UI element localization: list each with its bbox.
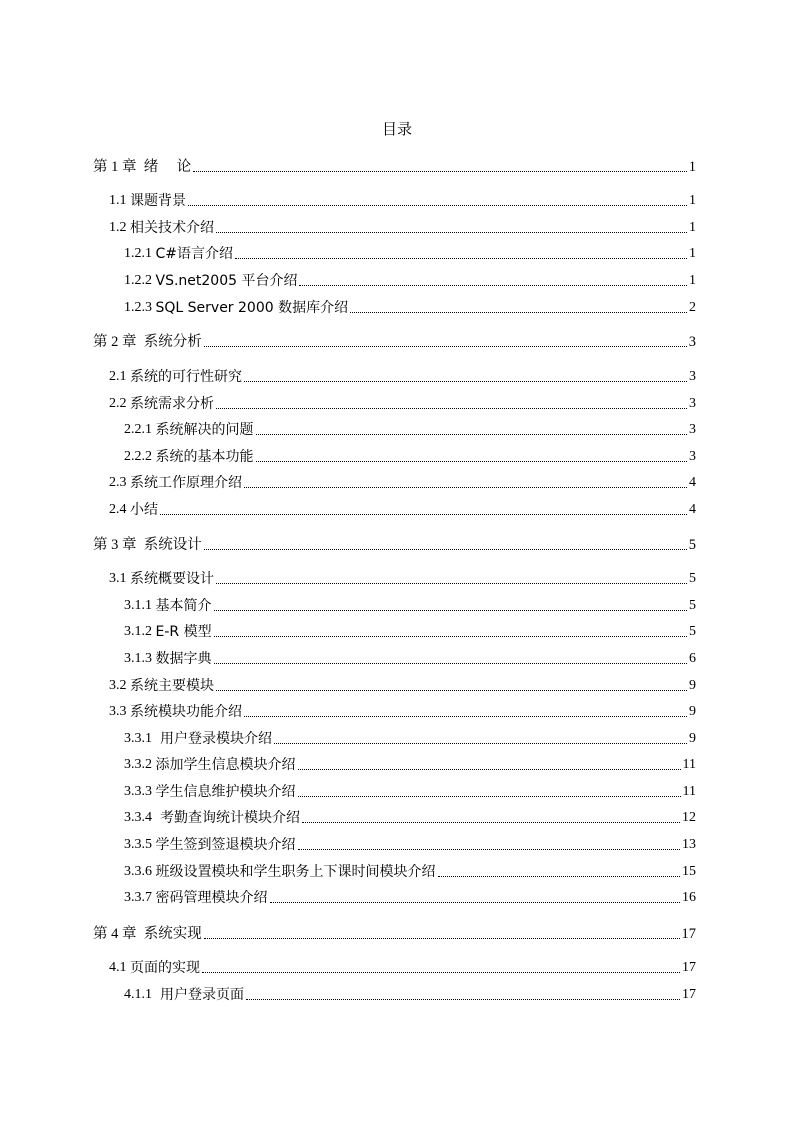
toc-entry-page: 15 [682,864,696,879]
toc-entry-label: 系统实现 [143,926,202,942]
dot-leader [193,170,687,172]
dot-leader [204,345,687,347]
dot-leader [302,821,680,823]
toc-entry-page: 5 [689,571,696,586]
toc-entry-label: 系统模块功能介绍 [130,704,242,720]
toc-entry-chapter-3[interactable] [93,534,696,554]
dot-leader [270,901,681,903]
toc-entry-number: 3.3.3 [124,784,156,799]
toc-entry-number: 2.2.1 [124,422,156,437]
toc-entry-page: 5 [689,624,696,639]
toc-entry-1-2-2[interactable] [124,270,696,290]
dot-leader [160,513,687,515]
dot-leader [214,609,688,611]
dot-leader [216,231,687,233]
toc-entry-number: 2.2.2 [124,449,156,464]
toc-entry-number: 3.3.2 [124,757,156,772]
toc-entry-label: 课题背景 [130,193,186,209]
toc-entry-number: 3.3.1 [124,731,156,746]
toc-entry-page: 16 [682,890,696,905]
toc-entry-3-1-3[interactable] [124,648,696,668]
toc-entry-label: VS.net2005 平台介绍 [155,273,298,289]
dot-leader [298,795,681,797]
toc-entry-number: 第 3 章 [93,537,144,553]
toc-title: 目录 [381,120,412,138]
dot-leader [216,689,687,691]
dot-leader [350,311,687,313]
toc-entry-label: 系统主要模块 [130,678,214,694]
toc-entry-1-2-1[interactable] [124,243,696,263]
dot-leader [244,715,687,717]
toc-entry-label: 系统解决的问题 [155,422,254,438]
toc-entry-label: 系统分析 [143,334,202,350]
toc-entry-chapter-1[interactable] [93,156,696,176]
toc-entry-number: 1.2.3 [124,300,156,315]
dot-leader [214,662,688,664]
toc-entry-label: 班级设置模块和学生职务上下课时间模块介绍 [155,864,436,880]
toc-entry-label: 小结 [130,502,158,518]
toc-entry-label: 系统概要设计 [130,571,214,587]
dot-leader [216,407,687,409]
toc-entry-1-2[interactable] [109,217,696,237]
toc-entry-number: 3.3.6 [124,864,156,879]
dot-leader [256,460,688,462]
dot-leader [438,875,681,877]
toc-entry-page: 9 [689,731,696,746]
toc-entry-number: 2.3 [109,475,130,490]
dot-leader [246,998,680,1000]
toc-entry-number: 3.3.7 [124,890,156,905]
toc-entry-number: 3.1.2 [124,624,156,639]
toc-entry-page: 2 [689,300,696,315]
toc-entry-page: 1 [689,246,696,261]
toc-entry-label: 页面的实现 [130,960,200,976]
toc-entry-2-1[interactable] [109,366,696,386]
dot-leader [299,284,687,286]
toc-entry-page: 17 [682,987,696,1002]
dot-leader [204,548,687,550]
toc-entry-number: 2.4 [109,502,130,517]
toc-entry-number: 3.2 [109,678,130,693]
toc-entry-3-2[interactable] [109,675,696,695]
toc-entry-number: 3.3 [109,704,130,719]
toc-entry-1-2-3[interactable] [124,297,696,317]
toc-entry-3-1-1[interactable] [124,595,696,615]
dot-leader [188,204,687,206]
toc-entry-page: 3 [689,396,696,411]
toc-entry-page: 3 [689,369,696,384]
toc-entry-number: 2.2 [109,396,130,411]
toc-entry-label: 绪 论 [143,159,192,175]
toc-entry-3-3-1[interactable] [124,728,696,748]
toc-entry-page: 4 [689,502,696,517]
toc-entry-label: 系统需求分析 [130,396,214,412]
dot-leader [216,582,687,584]
toc-entry-2-2[interactable] [109,393,696,413]
toc-entry-label: 学生信息维护模块介绍 [155,784,296,800]
toc-entry-number: 第 1 章 [93,159,144,175]
toc-entry-page: 1 [688,159,696,175]
toc-entry-number: 第 4 章 [93,926,144,942]
toc-entry-chapter-2[interactable] [93,331,696,351]
toc-entry-2-2-1[interactable] [124,419,696,439]
toc-entry-page: 17 [681,926,696,942]
toc-entry-number: 4.1 [109,960,130,975]
toc-entry-page: 5 [688,537,696,553]
toc-entry-number: 1.2 [109,220,130,235]
toc-entry-number: 3.1.3 [124,651,156,666]
toc-entry-number: 3.1 [109,571,130,586]
toc-entry-page: 9 [689,704,696,719]
dot-leader [298,848,681,850]
toc-entry-label: E-R 模型 [155,624,212,640]
toc-entry-number: 2.1 [109,369,130,384]
dot-leader [202,971,680,973]
toc-entry-page: 1 [689,193,696,208]
dot-leader [214,635,687,637]
toc-entry-label: 添加学生信息模块介绍 [155,757,296,773]
toc-entry-label: 系统工作原理介绍 [130,475,242,491]
toc-entry-page: 13 [682,837,696,852]
toc-entry-label: 系统的可行性研究 [130,369,242,385]
dot-leader [244,380,687,382]
toc-entry-page: 4 [689,475,696,490]
toc-entry-2-4[interactable] [109,499,696,519]
toc-entry-page: 6 [689,651,696,666]
toc-entry-page: 11 [682,784,696,799]
dot-leader [235,257,687,259]
dot-leader [274,742,687,744]
toc-entry-number: 3.3.5 [124,837,156,852]
toc-entry-number: 1.2.1 [124,246,156,261]
toc-entry-page: 5 [689,598,696,613]
toc-entry-label: 数据字典 [155,651,212,667]
toc-entry-label: 系统的基本功能 [155,449,254,465]
toc-entry-page: 11 [682,757,696,772]
toc-entry-label: 考勤查询统计模块介绍 [155,810,300,826]
toc-entry-label: 密码管理模块介绍 [155,890,268,906]
dot-leader [244,486,687,488]
toc-entry-label: 用户登录页面 [155,987,244,1003]
toc-entry-1-1[interactable] [109,190,696,210]
toc-entry-3-3-6[interactable] [124,861,696,881]
dot-leader [256,433,688,435]
toc-entry-label: 相关技术介绍 [130,220,214,236]
toc-entry-page: 12 [682,810,696,825]
toc-entry-number: 1.2.2 [124,273,156,288]
toc-entry-chapter-4[interactable] [93,923,696,943]
toc-entry-3-1-2[interactable] [124,621,696,641]
toc-entry-2-2-2[interactable] [124,446,696,466]
toc-entry-page: 3 [689,422,696,437]
toc-entry-2-3[interactable] [109,472,696,492]
toc-entry-label: 系统设计 [143,537,202,553]
toc-entry-page: 3 [688,334,696,350]
toc-entry-label: SQL Server 2000 数据库介绍 [155,300,349,316]
toc-entry-number: 3.1.1 [124,598,156,613]
toc-entry-3-3-7[interactable] [124,887,696,907]
toc-entry-page: 3 [689,449,696,464]
toc-entry-3-3[interactable] [109,701,696,721]
dot-leader [298,768,681,770]
toc-entry-page: 1 [689,220,696,235]
toc-entry-3-3-2[interactable] [124,754,696,774]
toc-entry-number: 第 2 章 [93,334,144,350]
toc-entry-number: 4.1.1 [124,987,156,1002]
toc-entry-label: C#语言介绍 [155,246,234,262]
toc-entry-3-1[interactable] [109,568,696,588]
toc-entry-label: 用户登录模块介绍 [155,731,272,747]
toc-entry-number: 3.3.4 [124,810,156,825]
toc-entry-3-3-4[interactable] [124,807,696,827]
toc-entry-4-1[interactable] [109,957,696,977]
toc-entry-label: 学生签到签退模块介绍 [155,837,296,853]
toc-entry-page: 17 [682,960,696,975]
toc-entry-page: 9 [689,678,696,693]
toc-entry-3-3-5[interactable] [124,834,696,854]
toc-entry-4-1-1[interactable] [124,984,696,1004]
toc-entry-label: 基本简介 [155,598,212,614]
dot-leader [204,937,680,939]
toc-entry-page: 1 [689,273,696,288]
toc-entry-number: 1.1 [109,193,130,208]
toc-entry-3-3-3[interactable] [124,781,696,801]
